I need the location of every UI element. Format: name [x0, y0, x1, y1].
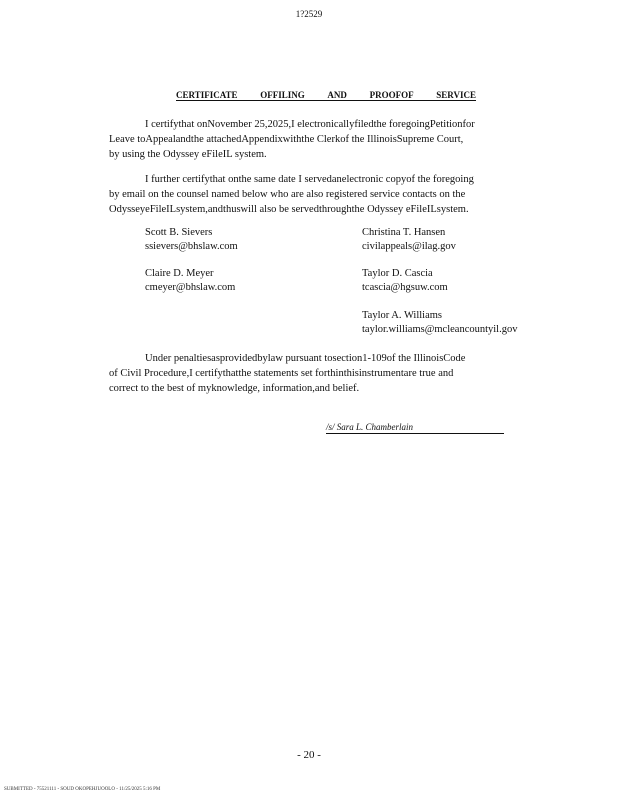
title-word: CERTIFICATE [176, 90, 238, 100]
service-contact [362, 309, 517, 337]
contact-email: cmeyer@bhslaw.com [145, 282, 236, 293]
paragraph-line: of Civil Procedure,I certifythatthe statements set forthinthisinstrumentare true and [109, 368, 454, 379]
contact-name: Claire D. Meyer [145, 268, 214, 279]
paragraph-line: by using the Odyssey eFileIL system. [109, 149, 267, 160]
paragraph-line: correct to the best of myknowledge, information,and belief. [109, 383, 360, 394]
contact-email: tcascia@hgsuw.com [362, 282, 448, 293]
contact-name: Taylor D. Cascia [362, 268, 433, 279]
contact-email: ssievers@bhslaw.com [145, 241, 238, 252]
title-word: AND [327, 90, 347, 100]
contact-name: Scott B. Sievers [145, 227, 213, 238]
certification-paragraph [109, 351, 503, 396]
title-word: PROOFOF [369, 90, 414, 100]
service-contact [145, 226, 238, 254]
title-word: OFFILING [260, 90, 305, 100]
paragraph-line: by email on the counsel named below who are also registered service contacts on the [109, 189, 466, 200]
paragraph-line: Under penaltiesasprovidedbylaw pursuant tosection1-109of the IllinoisCode [145, 353, 466, 364]
paragraph-line: I further certifythat onthe same date I servedanelectronic copyof the foregoing [145, 174, 474, 185]
contact-name: Taylor A. Williams [362, 310, 443, 321]
page-number: - 20 - [297, 749, 321, 761]
case-number: 1?2529 [295, 9, 323, 19]
service-contact [145, 267, 235, 295]
certificate-title [176, 90, 476, 101]
signature-line: /s/ Sara L. Chamberlain [326, 421, 504, 434]
paragraph-line: Leave toAppealandthe attachedAppendixwiththe Clerkof the IllinoisSupreme Court, [109, 134, 464, 145]
contact-email: taylor.williams@mcleancountyil.gov [362, 324, 518, 335]
paragraph-line: OdysseyeFileILsystem,andthuswill also be servedthroughthe Odyssey eFileILsystem. [109, 204, 469, 215]
contact-email: civilappeals@ilag.gov [362, 241, 456, 252]
contact-name: Christina T. Hansen [362, 227, 446, 238]
submission-stamp: SUBMITTED - 75521111 - SOUD OKOPEHJUOOLO - 11/25/2025 5:16 PM [4, 787, 161, 792]
service-paragraph [109, 172, 511, 217]
service-contact [362, 226, 456, 254]
service-contact [362, 267, 448, 295]
filing-paragraph [109, 117, 511, 162]
paragraph-line: I certifythat onNovember 25,2025,I electronicallyfiledthe foregoingPetitionfor [145, 119, 475, 130]
title-word: SERVICE [436, 90, 476, 100]
